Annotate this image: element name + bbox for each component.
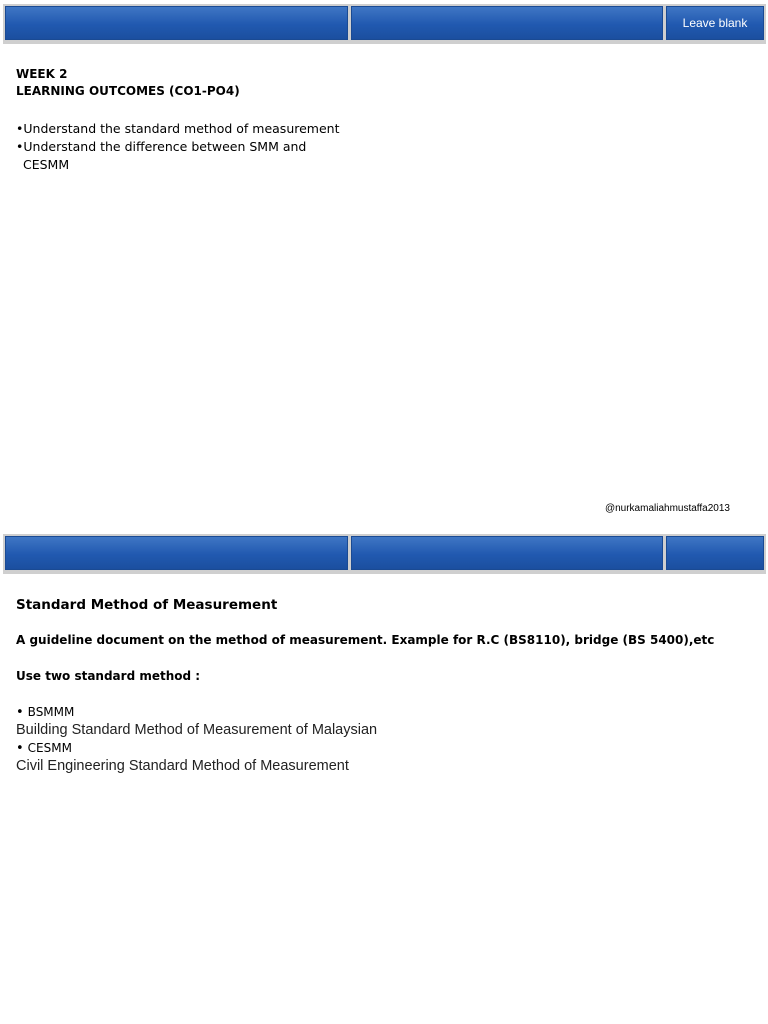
method-abbr: CESMM <box>27 741 72 755</box>
method-abbr: BSMMM <box>27 705 75 719</box>
learning-outcomes-heading: LEARNING OUTCOMES (CO1-PO4) <box>16 84 240 98</box>
method-list <box>16 704 616 776</box>
slide-standard-method <box>0 530 768 1024</box>
guideline-text: A guideline document on the method of measurement. Example for R.C (BS8110), bridge (BS 5400),etc <box>16 633 715 647</box>
header-cell-left <box>5 536 348 570</box>
header-cell-middle <box>351 6 663 40</box>
outcome-item-2: •Understand the difference between SMM and <box>16 139 307 154</box>
bullet-icon: • <box>16 705 24 720</box>
use-intro-text: Use two standard method : <box>16 669 201 683</box>
method-item-bsmmm <box>16 704 616 721</box>
header-cell-middle <box>351 536 663 570</box>
outcome-item-1: •Understand the standard method of measurement <box>16 121 340 136</box>
bullet-icon: • <box>16 741 24 756</box>
header-cell-left <box>5 6 348 40</box>
slide-header-bar <box>3 534 766 574</box>
slide-title: Standard Method of Measurement <box>16 597 278 613</box>
slide-header-bar <box>3 4 766 44</box>
week-heading: WEEK 2 <box>16 67 68 81</box>
header-cell-right <box>666 536 764 570</box>
header-cell-right <box>666 6 764 40</box>
method-full-name: Building Standard Method of Measurement of Malaysian <box>16 722 378 738</box>
method-item-cesmm <box>16 740 616 757</box>
author-credit: @nurkamaliahmustaffa2013 <box>604 503 730 514</box>
learning-outcomes-list <box>16 120 376 174</box>
leave-blank-label: Leave blank <box>682 16 748 30</box>
method-full-name: Civil Engineering Standard Method of Measurement <box>16 758 349 774</box>
outcome-item-2-continued: CESMM <box>23 157 70 172</box>
